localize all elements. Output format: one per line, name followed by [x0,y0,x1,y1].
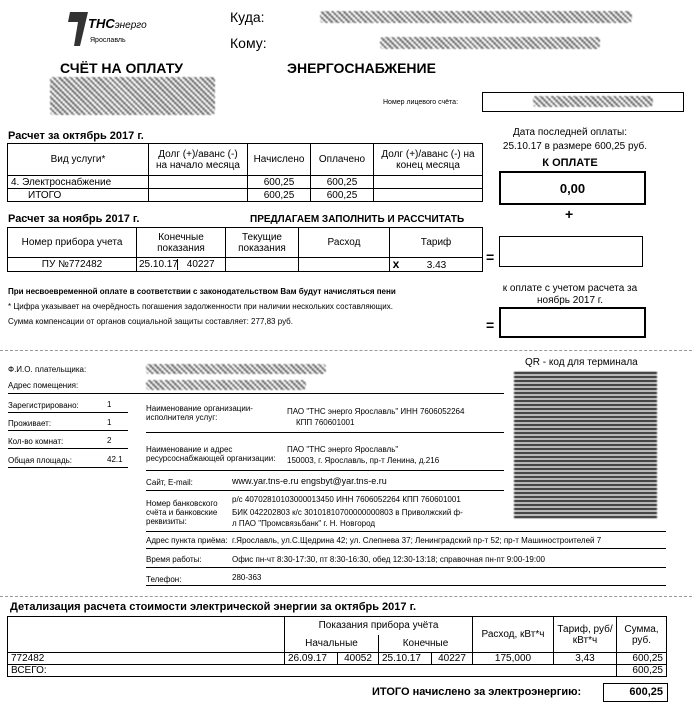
cut-line-1 [0,350,692,351]
bank-line-2: БИК 042202803 к/с 30101810700000000803 в Приволжский ф- [232,508,463,517]
november-date: 25.10.17 [139,259,178,270]
logo-city: Ярославль [90,37,126,44]
multiply-icon: x [392,256,400,271]
company-logo [68,10,158,50]
site-value[interactable]: www.yar.tns-e.ru engsbyt@yar.tns-e.ru [232,476,387,486]
qr-code-image [514,372,657,518]
october-row-charged: 600,25 [248,176,311,189]
detail-kwh: 175,000 [473,653,554,665]
october-total-label: ИТОГО [8,189,149,202]
detail-initial-header: Начальные [285,635,379,653]
bank-line-1: р/с 40702810103000013450 ИНН 7606052264 КПП 760601001 [232,495,461,504]
october-row-service: 4. Электроснабжение [8,176,149,189]
phone-label: Телефон: [146,575,182,584]
october-row-debt-start [149,176,248,189]
service-title: ЭНЕРГОСНАБЖЕНИЕ [287,60,436,76]
last-payment-value: 25.10.17 в размере 600,25 руб. [502,141,648,152]
phone-value: 280-363 [232,573,262,582]
november-final-cell [137,258,226,272]
penalty-note: При несвоевременной оплате в соответствии с законодательством Вам будут начисляться пени [8,287,396,296]
total-to-pay-input[interactable] [499,307,646,338]
account-number-redacted [533,96,653,107]
detail-tariff-header: Тариф, руб/кВт*ч [554,617,617,653]
november-meter: ПУ №772482 [8,258,137,272]
november-header-consumption: Расход [299,228,390,258]
detail-start-date: 26.09.17 [285,653,338,665]
november-reading: 40227 [186,259,215,270]
detail-meter-col [8,617,285,635]
living-value: 1 [107,418,112,427]
november-header-meter: Номер прибора учета [8,228,137,258]
november-header-tariff: Тариф [390,228,483,258]
supplier-address: 150003, г. Ярославль, пр-т Ленина, д.216 [287,456,440,465]
to-pay-label: К ОПЛАТЕ [542,157,598,169]
supplier-value: ПАО "ТНС энерго Ярославль" [287,445,399,454]
detail-table [7,616,667,677]
account-number-box [482,92,684,112]
rooms-value: 2 [107,436,112,445]
october-title: Расчет за октябрь 2017 г. [8,130,144,142]
october-header-debt-end: Долг (+)/аванс (-) на конец месяца [374,144,483,176]
grand-total-label: ИТОГО начислено за электроэнергию: [372,686,582,698]
november-current-input[interactable] [226,258,299,272]
account-label: Номер лицевого счёта: [383,99,459,106]
invoice-title: СЧЁТ НА ОПЛАТУ [60,60,183,76]
last-payment-label: Дата последней оплаты: [512,127,628,138]
points-label: Адрес пункта приёма: [146,536,228,545]
bank-label: Номер банковского счёта и банковские реквизиты: [146,499,218,526]
detail-rate: 3,43 [554,653,617,665]
detail-title: Детализация расчета стоимости электрической энергии за октябрь 2017 г. [10,601,417,613]
table-row [8,653,667,665]
detail-end-value: 40227 [432,653,473,665]
living-label: Проживает: [8,419,52,428]
detail-total: 600,25 [617,665,667,677]
october-total-charged: 600,25 [248,189,311,202]
detail-total-label: ВСЕГО: [8,665,617,677]
grand-total-box [603,683,668,702]
november-sum-input[interactable] [499,236,643,267]
october-row-debt-end [374,176,483,189]
equals-sign-1: = [486,249,495,265]
whom-label: Кому: [230,35,267,51]
logo-brand: ТНС [88,16,115,31]
whom-name-redacted [380,37,600,49]
logo-brand2: энерго [114,20,147,31]
detail-meter-col-2 [8,635,285,653]
november-table [7,227,483,272]
october-total-debt-end [374,189,483,202]
table-row [8,189,483,202]
november-consumption-input[interactable] [299,258,390,272]
detail-readings-header: Показания прибора учёта [285,617,473,635]
november-tariff-cell [390,258,483,272]
november-tariff: 3.43 [426,259,447,271]
october-header-charged: Начислено [248,144,311,176]
offer-title: ПРЕДЛАГАЕМ ЗАПОЛНИТЬ И РАССЧИТАТЬ [250,214,465,225]
fio-label: Ф.И.О. плательщика: [8,365,87,374]
detail-start-value: 40052 [338,653,379,665]
address-label: Адрес помещения: [8,381,79,390]
november-title: Расчет за ноябрь 2017 г. [8,213,140,225]
with-calc-label: к оплате с учетом расчета за ноябрь 2017 г. [502,283,638,306]
plus-sign: + [565,206,574,222]
grand-total-value: 600,25 [629,686,663,698]
detail-final-header: Конечные [379,635,473,653]
rooms-label: Кол-во комнат: [8,437,64,446]
bank-line-3: л ПАО "Промсвязьбанк" г. Н. Новгород [232,519,376,528]
registered-value: 1 [107,400,112,409]
qr-label: QR - код для терминала [525,357,638,368]
october-total-debt-start [149,189,248,202]
address-redacted [146,380,306,390]
to-pay-box [499,171,646,205]
hours-value: Офис пн-чт 8:30-17:30, пт 8:30-16:30, обед 12:30-13:18; справочная пн-пт 9:00-19:00 [232,555,545,564]
points-value: г.Ярославль, ул.С.Щедрина 42; ул. Слепнева 37; Ленинградский пр-т 52; пр-т Машиностроителей 7 [232,536,602,545]
to-pay-value: 0,00 [559,181,586,196]
october-header-paid: Оплачено [311,144,374,176]
table-row [8,176,483,189]
site-label: Сайт, E-mail: [146,478,193,487]
october-row-paid: 600,25 [311,176,374,189]
area-label: Общая площадь: [8,456,73,465]
supplier-label: Наименование и адрес ресурсоснабжающей организации: [146,445,276,463]
october-table [7,143,483,202]
executor-kpp: КПП 760601001 [296,418,355,427]
registered-label: Зарегистрировано: [8,401,79,410]
detail-consumption-header: Расход, кВт*ч [473,617,554,653]
hours-label: Время работы: [146,555,202,564]
october-header-service: Вид услуги* [8,144,149,176]
october-header-debt-start: Долг (+)/аванс (-) на начало месяца [149,144,248,176]
october-total-paid: 600,25 [311,189,374,202]
table-row [8,665,667,677]
equals-sign-2: = [486,317,495,333]
detail-end-date: 25.10.17 [379,653,432,665]
order-note: * Цифра указывает на очерёдность погашения задолженности при наличии нескольких составляющих. [8,302,393,311]
detail-amount: 600,25 [617,653,667,665]
to-address-redacted [320,11,632,23]
area-value: 42.1 [107,455,123,464]
november-header-current: Текущие показания [226,228,299,258]
detail-meter: 772482 [8,653,285,665]
table-row [8,258,483,272]
executor-label: Наименование организации-исполнителя услуг: [146,404,253,422]
to-label: Куда: [230,9,265,25]
detail-sum-header: Сумма, руб. [617,617,667,653]
recipient-redacted [50,77,215,115]
november-header-final: Конечные показания [137,228,226,258]
executor-value: ПАО "ТНС энерго Ярославль" ИНН 7606052264 [287,407,465,416]
compensation-note: Сумма компенсации от органов социальной защиты составляет: 277,83 руб. [8,317,293,326]
fio-redacted [146,364,326,374]
logo-mark-icon [68,12,88,46]
cut-line-2 [0,596,692,597]
